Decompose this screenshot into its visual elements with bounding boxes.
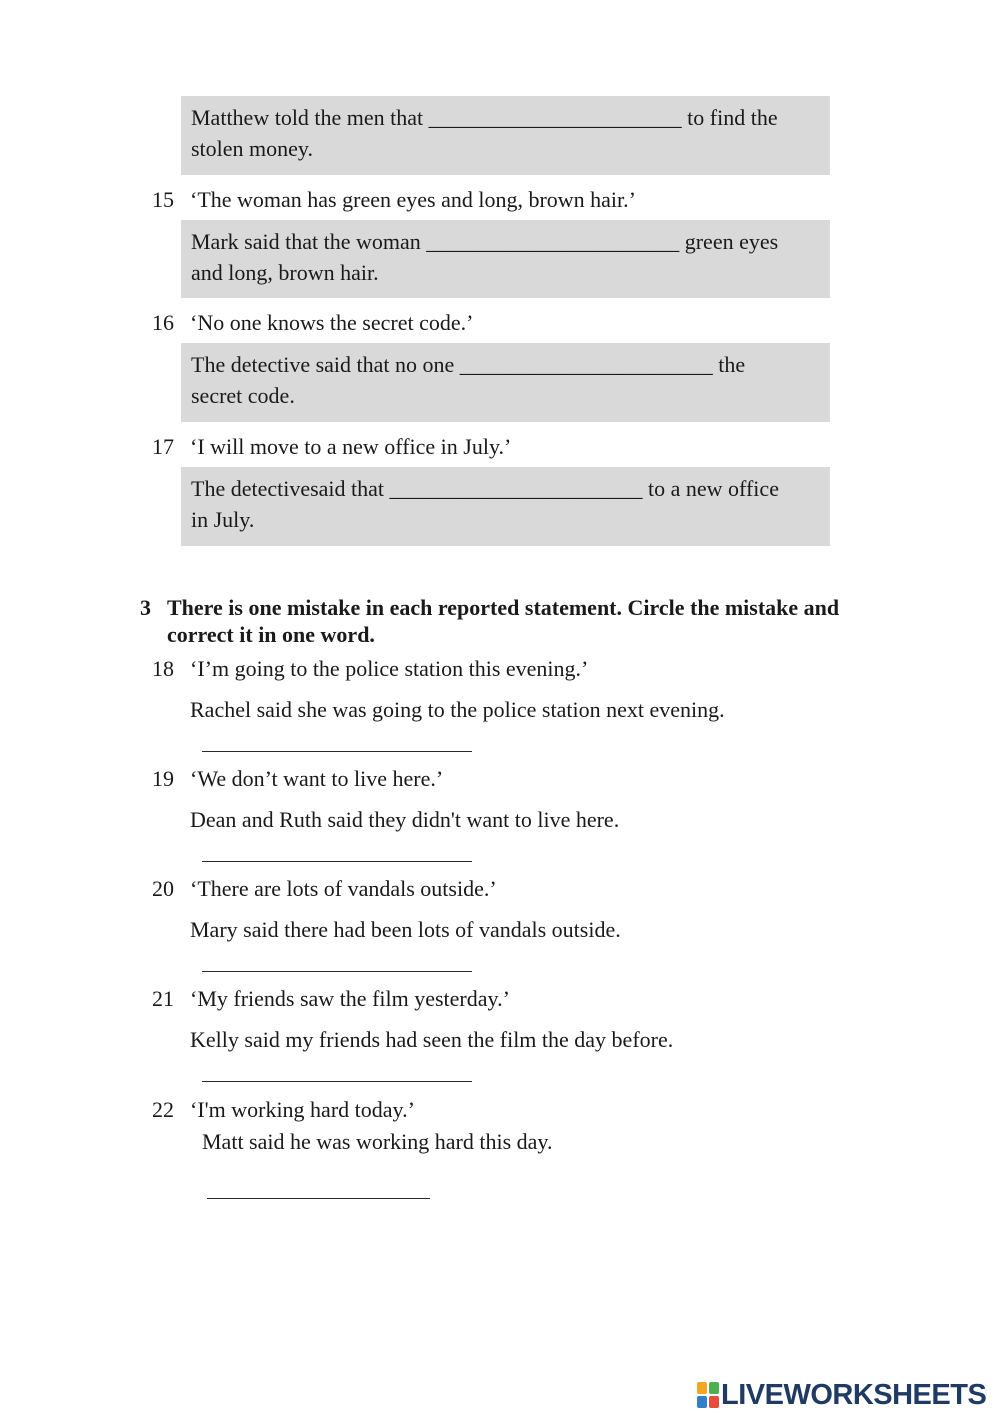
question-number: 19	[152, 766, 174, 791]
question-number: 15	[152, 187, 174, 212]
answer-box-line: and long, brown hair.	[191, 260, 379, 285]
answer-box-line: secret code.	[191, 383, 295, 408]
question-quote: ‘We don’t want to live here.’	[190, 766, 444, 791]
question-number: 22	[152, 1097, 174, 1122]
reported-statement: Rachel said she was going to the police station next evening.	[190, 697, 725, 722]
reported-statement: Mary said there had been lots of vandals outside.	[190, 917, 621, 942]
answer-box-16	[181, 343, 830, 422]
logo-blocks-icon	[697, 1382, 719, 1408]
question-number: 16	[152, 310, 174, 335]
section-number: 3	[140, 595, 151, 620]
question-number: 17	[152, 434, 174, 459]
answer-input-line-18[interactable]	[202, 751, 472, 752]
liveworksheets-logo	[697, 1378, 986, 1412]
question-quote: ‘I'm working hard today.’	[190, 1097, 415, 1122]
answer-box-14	[181, 96, 830, 175]
question-number: 21	[152, 986, 174, 1011]
answer-box-line: in July.	[191, 507, 255, 532]
question-quote: ‘My friends saw the film yesterday.’	[190, 986, 510, 1011]
question-number: 20	[152, 876, 174, 901]
logo-text: LIVEWORKSHEETS	[721, 1378, 987, 1411]
question-number: 18	[152, 656, 174, 681]
answer-box-line: Mark said that the woman _______________________ green eyes	[191, 229, 779, 254]
answer-input-line-21[interactable]	[202, 1081, 472, 1082]
answer-box-line: The detective said that no one _______________________ the	[191, 352, 746, 377]
reported-statement: Matt said he was working hard this day.	[202, 1129, 553, 1154]
answer-box-line: The detectivesaid that _______________________ to a new office	[191, 476, 779, 501]
question-quote: ‘The woman has green eyes and long, brown hair.’	[190, 187, 636, 212]
answer-box-15	[181, 220, 830, 298]
question-quote: ‘I will move to a new office in July.’	[190, 434, 512, 459]
answer-input-line-20[interactable]	[202, 971, 472, 972]
question-quote: ‘I’m going to the police station this evening.’	[190, 656, 589, 681]
reported-statement: Kelly said my friends had seen the film the day before.	[190, 1027, 674, 1052]
question-quote: ‘There are lots of vandals outside.’	[190, 876, 497, 901]
answer-box-line: stolen money.	[191, 136, 313, 161]
question-quote: ‘No one knows the secret code.’	[190, 310, 474, 335]
answer-box-line: Matthew told the men that _______________________ to find the	[191, 105, 778, 130]
answer-input-line-19[interactable]	[202, 861, 472, 862]
reported-statement: Dean and Ruth said they didn't want to live here.	[190, 807, 620, 832]
answer-box-17	[181, 467, 830, 546]
section-instruction: There is one mistake in each reported statement. Circle the mistake and correct it in one word.	[167, 595, 840, 647]
answer-input-line-22[interactable]	[207, 1198, 430, 1199]
